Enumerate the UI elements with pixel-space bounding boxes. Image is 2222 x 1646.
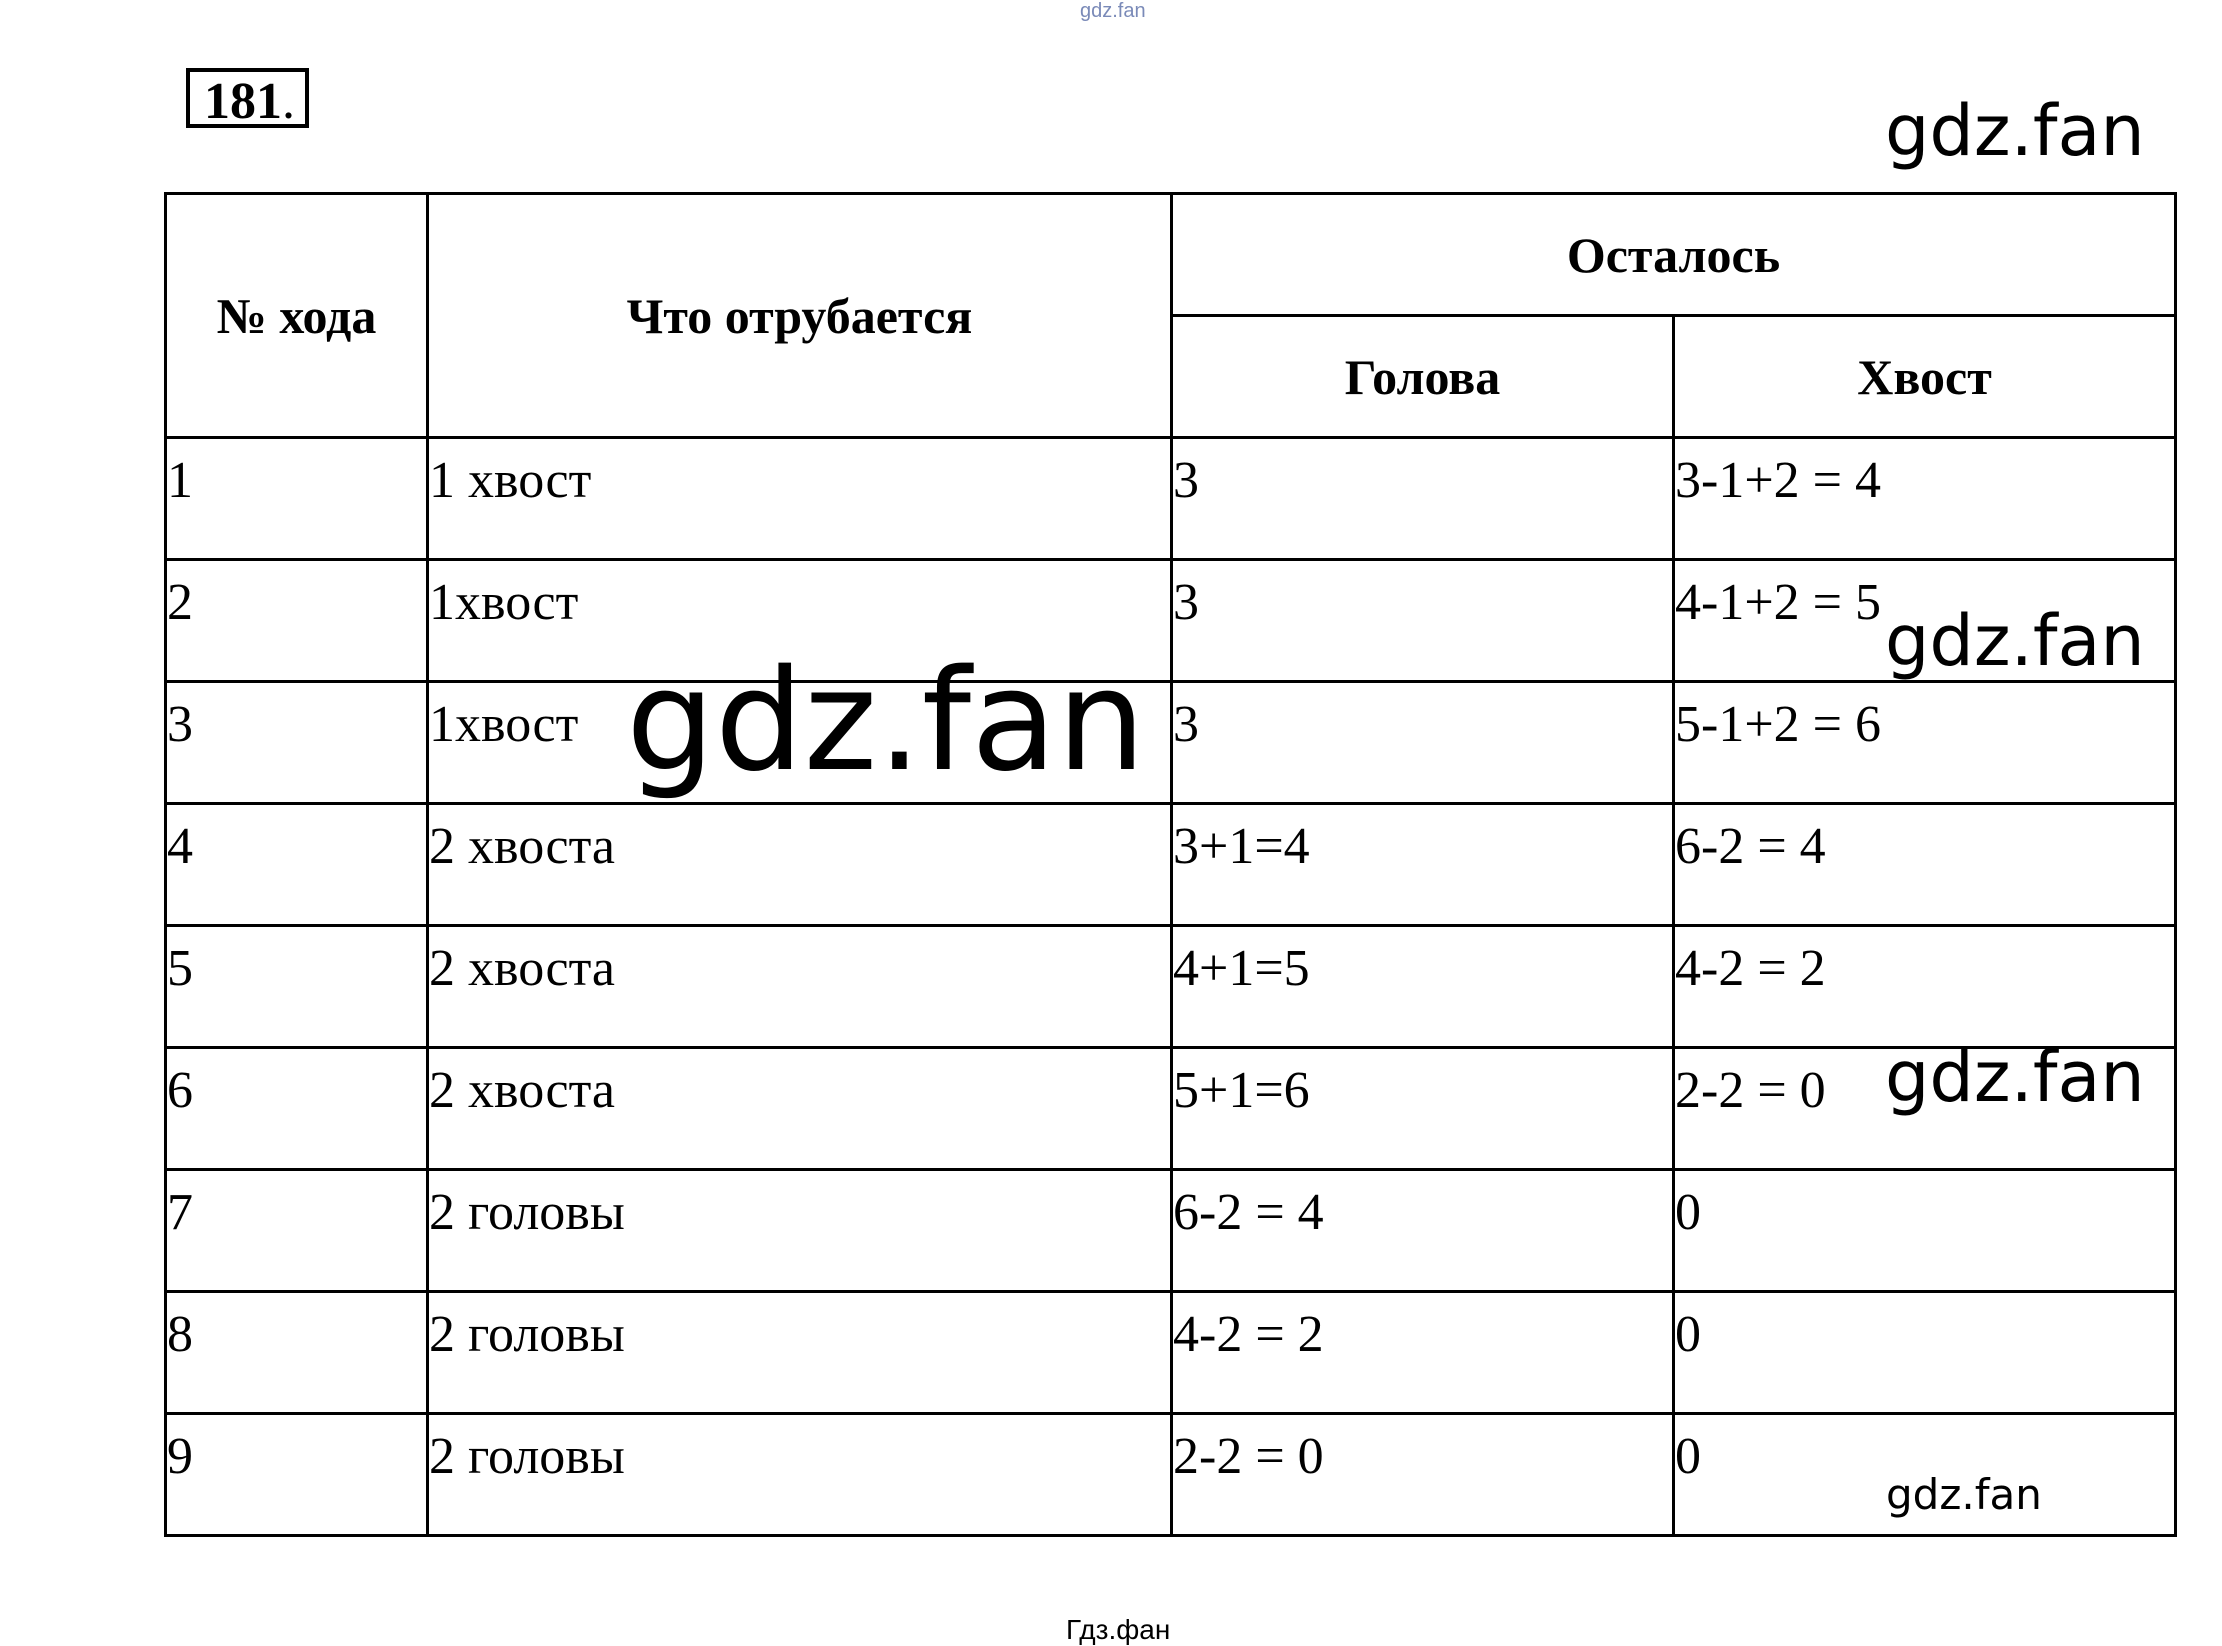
cell-tail: 4-1+2 = 5	[1674, 560, 2176, 682]
cell-head: 5+1=6	[1172, 1048, 1674, 1170]
cell-cut: 2 хвоста	[428, 926, 1172, 1048]
cell-tail: 2-2 = 0	[1674, 1048, 2176, 1170]
table-body	[166, 438, 2176, 1536]
cell-head: 6-2 = 4	[1172, 1170, 1674, 1292]
table-row	[166, 804, 2176, 926]
cell-head: 3	[1172, 560, 1674, 682]
watermark: gdz.fan	[1885, 600, 2145, 682]
cell-head: 3	[1172, 438, 1674, 560]
header-remaining: Осталось	[1172, 194, 2176, 316]
watermark-bottom: Гдз.фан	[1066, 1614, 1171, 1645]
task-number-value: 181	[204, 73, 282, 130]
cell-move: 9	[166, 1414, 428, 1536]
cell-move: 2	[166, 560, 428, 682]
table-row	[166, 438, 2176, 560]
cell-tail: 3-1+2 = 4	[1674, 438, 2176, 560]
cell-head: 3+1=4	[1172, 804, 1674, 926]
cell-cut: 2 головы	[428, 1414, 1172, 1536]
cell-tail: 0	[1674, 1292, 2176, 1414]
header-move: № хода	[166, 194, 428, 438]
cell-tail: 4-2 = 2	[1674, 926, 2176, 1048]
table-row	[166, 682, 2176, 804]
table-row	[166, 560, 2176, 682]
cell-tail: 5-1+2 = 6	[1674, 682, 2176, 804]
table-row	[166, 1170, 2176, 1292]
cell-move: 6	[166, 1048, 428, 1170]
cell-move: 1	[166, 438, 428, 560]
cell-tail: 0	[1674, 1170, 2176, 1292]
watermark: gdz.fan	[1885, 90, 2145, 172]
cell-move: 8	[166, 1292, 428, 1414]
cell-move: 3	[166, 682, 428, 804]
table-row	[166, 926, 2176, 1048]
cell-head: 3	[1172, 682, 1674, 804]
cell-move: 7	[166, 1170, 428, 1292]
cell-cut: 1 хвост	[428, 438, 1172, 560]
cell-cut: 1хвост	[428, 560, 1172, 682]
cell-cut: 1хвост	[428, 682, 1172, 804]
task-number	[186, 68, 309, 128]
header-tail: Хвост	[1674, 316, 2176, 438]
moves-table	[164, 192, 2177, 1537]
cell-cut: 2 хвоста	[428, 804, 1172, 926]
cell-move: 5	[166, 926, 428, 1048]
cell-head: 2-2 = 0	[1172, 1414, 1674, 1536]
cell-head: 4+1=5	[1172, 926, 1674, 1048]
header-head: Голова	[1172, 316, 1674, 438]
task-number-dot: .	[282, 73, 295, 130]
table-head	[166, 194, 2176, 438]
table-row	[166, 1414, 2176, 1536]
watermark: gdz.fan	[1886, 1470, 2042, 1519]
watermark: gdz.fan	[626, 640, 1146, 803]
cell-move: 4	[166, 804, 428, 926]
watermark: gdz.fan	[1885, 1036, 2145, 1118]
header-cut: Что отрубается	[428, 194, 1172, 438]
cell-tail: 0	[1674, 1414, 2176, 1536]
cell-cut: 2 головы	[428, 1292, 1172, 1414]
cell-cut: 2 хвоста	[428, 1048, 1172, 1170]
cell-tail: 6-2 = 4	[1674, 804, 2176, 926]
table-row	[166, 1292, 2176, 1414]
watermark-top: gdz.fan	[1080, 0, 1146, 22]
cell-head: 4-2 = 2	[1172, 1292, 1674, 1414]
table-row	[166, 1048, 2176, 1170]
cell-cut: 2 головы	[428, 1170, 1172, 1292]
